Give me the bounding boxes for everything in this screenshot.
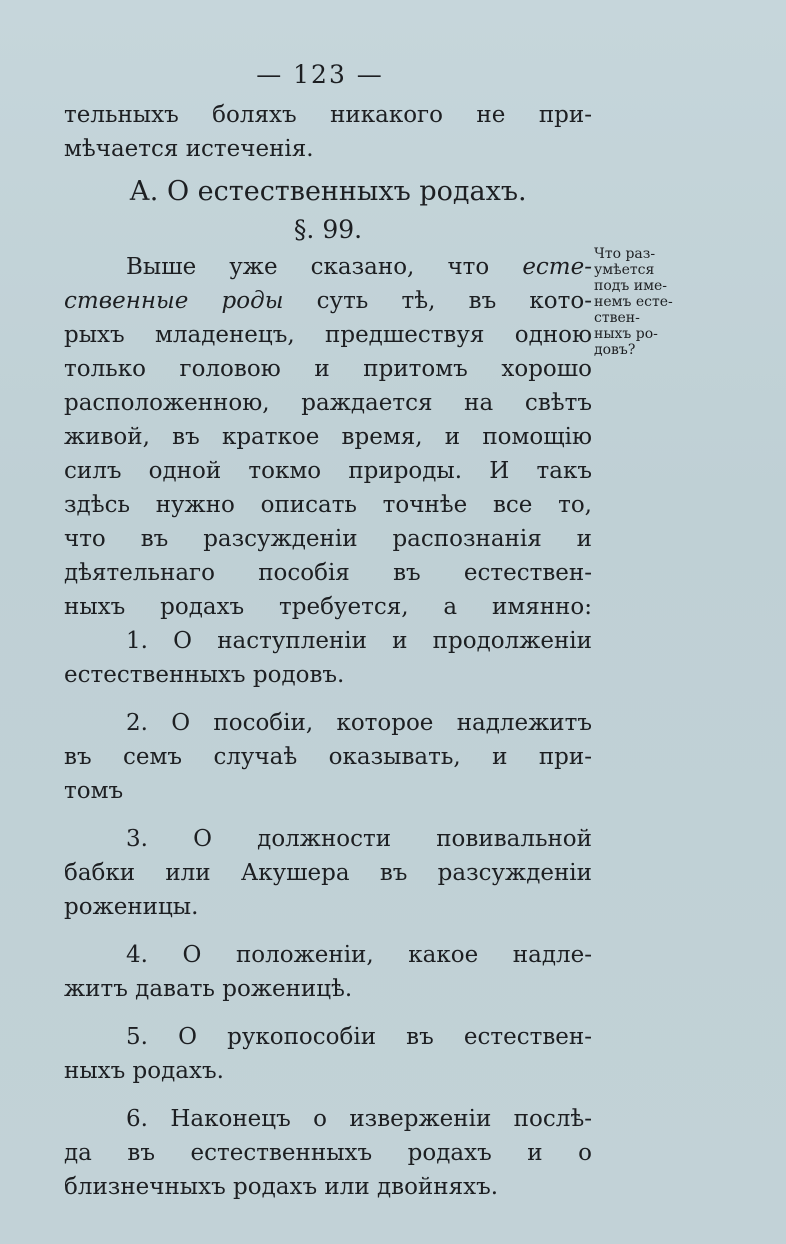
main-text: [64, 98, 592, 1204]
list-item-line: 2. О пособіи, которое надлежитъ: [126, 710, 592, 736]
text-line: рыхъ младенецъ, предшествуя одною: [64, 322, 592, 348]
text-span: Выше уже сказано, что: [126, 254, 523, 280]
list-item-line: роженицы.: [64, 894, 199, 920]
list-item-line: близнечныхъ родахъ или двойняхъ.: [64, 1174, 499, 1200]
text-line: [64, 284, 592, 318]
margin-note-line: подъ име-: [594, 278, 667, 294]
list-item-line: естественныхъ родовъ.: [64, 662, 345, 688]
margin-note: [594, 246, 714, 358]
text-line: живой, въ краткое время, и помощію: [64, 424, 592, 450]
margin-note-line: умѣется: [594, 262, 655, 278]
section-number: §. 99.: [293, 215, 363, 244]
text-line: что въ разсужденіи распознанія и: [64, 526, 592, 552]
text-line: ныхъ родахъ требуется, а имянно:: [64, 594, 592, 620]
margin-note-line: немъ есте-: [594, 294, 673, 310]
list-item-line: житъ давать роженицѣ.: [64, 976, 353, 1002]
text-line: расположенною, раждается на свѣтъ: [64, 390, 592, 416]
list-item-line: да въ естественныхъ родахъ и о: [64, 1140, 592, 1166]
margin-note-line: ныхъ ро-: [594, 326, 658, 342]
list-item-line: 5. О рукопособіи въ естествен-: [126, 1024, 592, 1050]
list-item-line: 6. Наконецъ о изверженіи послѣ-: [126, 1106, 592, 1132]
text-line: только головою и притомъ хорошо: [64, 356, 592, 382]
list-item-line: 1. О наступленіи и продолженіи: [126, 628, 592, 654]
list-item-line: ныхъ родахъ.: [64, 1058, 224, 1084]
text-line: силъ одной токмо природы. И такъ: [64, 458, 592, 484]
list-item-line: въ семъ случаѣ оказывать, и при-: [64, 744, 592, 770]
italic-term: ственные роды: [64, 288, 284, 314]
list-item-line: томъ: [64, 778, 124, 804]
text-line: мѣчается истеченія.: [64, 136, 314, 162]
italic-term: есте-: [522, 254, 592, 280]
text-line: дѣятельнаго пособія въ естествен-: [64, 560, 592, 586]
margin-note-line: довъ?: [594, 342, 636, 358]
text-line: здѣсь нужно описать точнѣе все то,: [64, 492, 592, 518]
margin-note-line: ствен-: [594, 310, 640, 326]
list-item-line: бабки или Акушера въ разсужденіи: [64, 860, 592, 886]
page-number: — 123 —: [256, 60, 384, 89]
list-item-line: 4. О положеніи, какое надле-: [126, 942, 592, 968]
text-line: [64, 250, 592, 284]
margin-note-line: Что раз-: [594, 246, 656, 262]
section-heading: А. О естественныхъ родахъ.: [129, 176, 527, 207]
list-item-line: 3. О должности повивальной: [126, 826, 592, 852]
text-span: суть тѣ, въ кото-: [283, 288, 592, 314]
text-line: тельныхъ боляхъ никакого не при-: [64, 102, 592, 128]
